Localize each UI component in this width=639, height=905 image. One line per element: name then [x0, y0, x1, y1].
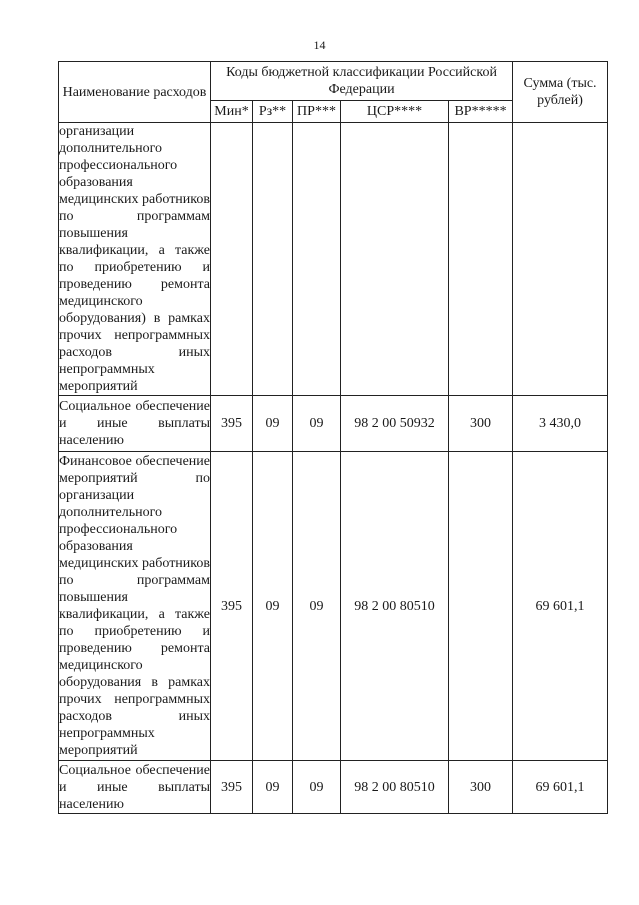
row-vr: 300 — [449, 396, 513, 452]
header-sum: Сумма (тыс. рублей) — [513, 62, 608, 123]
row-name: Социальное обеспечение и иные выплаты населению — [59, 396, 211, 452]
row-sum: 69 601,1 — [513, 452, 608, 761]
row-min: 395 — [211, 761, 253, 814]
header-pr: ПР*** — [293, 101, 341, 123]
row-pr: 09 — [293, 452, 341, 761]
header-vr: ВР***** — [449, 101, 513, 123]
row-rz — [253, 123, 293, 396]
row-name: Финансовое обеспечение мероприятий по организации дополнительного профессионального образования медицинских работников по программам повышения квалификации, а также по приобретению и проведению ремонта медицинского оборудования в рамках прочих непрограммных расходов иных непрограммных мероприятий — [59, 452, 211, 761]
row-min — [211, 123, 253, 396]
row-csr: 98 2 00 80510 — [341, 452, 449, 761]
header-rz: Рз** — [253, 101, 293, 123]
header-min: Мин* — [211, 101, 253, 123]
header-codes: Коды бюджетной классификации Российской Федерации — [211, 62, 513, 101]
row-sum: 69 601,1 — [513, 761, 608, 814]
row-sum — [513, 123, 608, 396]
row-vr — [449, 123, 513, 396]
row-csr: 98 2 00 80510 — [341, 761, 449, 814]
row-min: 395 — [211, 452, 253, 761]
row-rz: 09 — [253, 452, 293, 761]
row-vr: 300 — [449, 761, 513, 814]
row-rz: 09 — [253, 396, 293, 452]
row-min: 395 — [211, 396, 253, 452]
header-name: Наименование расходов — [59, 62, 211, 123]
table-row — [59, 452, 608, 761]
row-name: организации дополнительного профессионального образования медицинских работников по программам повышения квалификации, а также по приобретению и проведению ремонта медицинского оборудования) в рамках прочих непрограммных расходов иных непрограммных мероприятий — [59, 124, 210, 394]
row-pr — [293, 123, 341, 396]
row-sum: 3 430,0 — [513, 396, 608, 452]
table-row — [59, 396, 608, 452]
row-csr: 98 2 00 50932 — [341, 396, 449, 452]
row-rz: 09 — [253, 761, 293, 814]
page-number: 14 — [313, 38, 326, 52]
budget-table — [58, 61, 608, 814]
table-row — [59, 123, 608, 396]
table-row — [59, 761, 608, 814]
row-csr — [341, 123, 449, 396]
row-vr — [449, 452, 513, 761]
row-pr: 09 — [293, 396, 341, 452]
row-name: Социальное обеспечение и иные выплаты населению — [59, 762, 210, 812]
row-pr: 09 — [293, 761, 341, 814]
header-row — [59, 62, 608, 101]
header-csr: ЦСР**** — [341, 101, 449, 123]
